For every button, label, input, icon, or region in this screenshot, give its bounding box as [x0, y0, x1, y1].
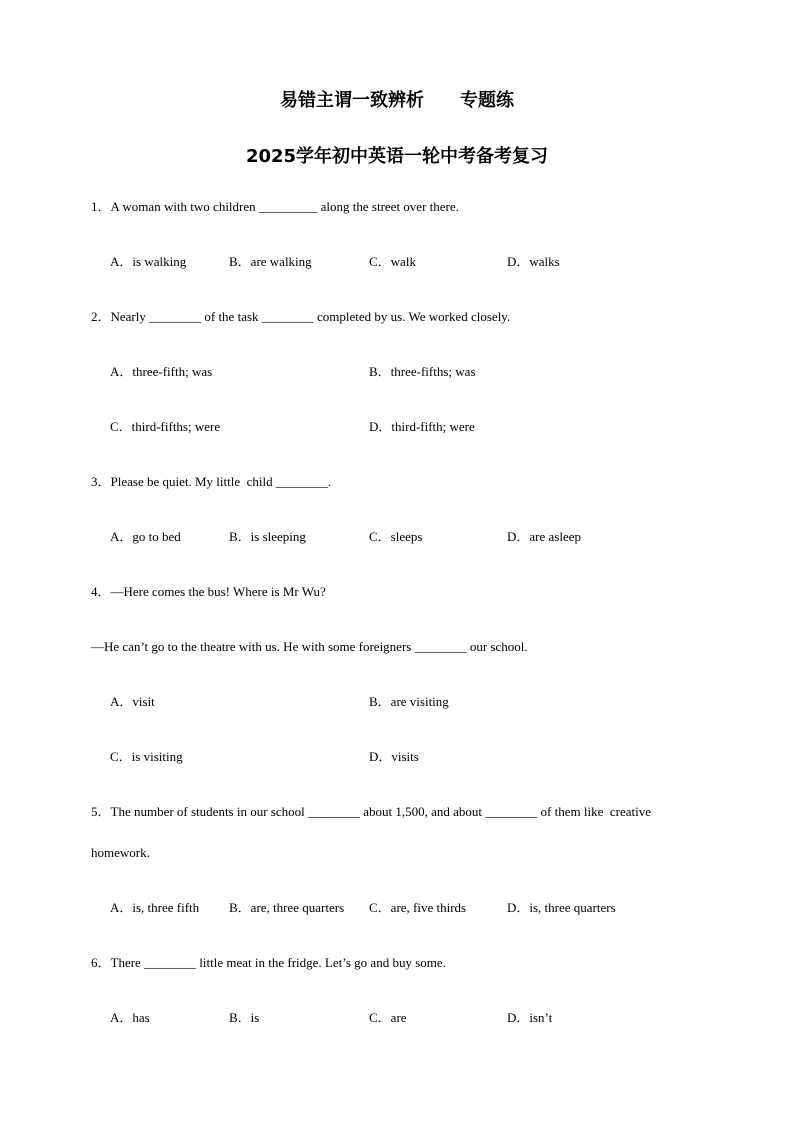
question-3-stem: 3．Please be quiet. My little child ________.: [91, 474, 332, 489]
question-4-option-c: C．is visiting: [110, 749, 183, 764]
question-1-option-c: C．walk: [369, 254, 416, 269]
document-title: 易错主谓一致辨析 专题练: [280, 90, 514, 111]
question-5-option-c: C．are, five thirds: [369, 900, 467, 915]
question-3-option-d: D．are asleep: [507, 529, 581, 544]
question-1-option-b: B．are walking: [229, 254, 312, 269]
question-6-stem: 6．There ________ little meat in the fridge. Let’s go and buy some.: [91, 955, 446, 970]
question-4-stem-continued: —He can’t go to the theatre with us. He with some foreigners ________ our school.: [91, 639, 528, 654]
question-1-option-d: D．walks: [507, 254, 560, 269]
question-5-option-d: D．is, three quarters: [507, 900, 616, 915]
question-2-option-c: C．third-fifths; were: [110, 419, 221, 434]
question-4-option-b: B．are visiting: [369, 694, 449, 709]
question-4-option-a: A．visit: [110, 694, 155, 709]
question-6-option-b: B．is: [229, 1010, 260, 1025]
question-2-option-b: B．three-fifths; was: [369, 364, 476, 379]
question-5-option-a: A．is, three fifth: [110, 900, 200, 915]
document-subtitle: 2025学年初中英语一轮中考备考复习: [245, 146, 549, 167]
question-3-option-c: C．sleeps: [369, 529, 423, 544]
question-5-stem: 5．The number of students in our school ________ about 1,500, and about ________ of them like creative: [91, 804, 651, 819]
question-5-option-b: B．are, three quarters: [229, 900, 345, 915]
question-2-stem: 2．Nearly ________ of the task ________ completed by us. We worked closely.: [91, 309, 511, 324]
question-4-option-d: D．visits: [369, 749, 419, 764]
question-1-option-a: A．is walking: [110, 254, 187, 269]
question-6-option-c: C．are: [369, 1010, 407, 1025]
question-3-option-b: B．is sleeping: [229, 529, 306, 544]
question-5-stem-continued: homework.: [91, 845, 150, 860]
question-3-option-a: A．go to bed: [110, 529, 181, 544]
question-6-option-d: D．isn’t: [507, 1010, 553, 1025]
question-2-option-d: D．third-fifth; were: [369, 419, 475, 434]
question-6-option-a: A．has: [110, 1010, 150, 1025]
question-1-stem: 1．A woman with two children _________ along the street over there.: [91, 199, 459, 214]
question-2-option-a: A．three-fifth; was: [110, 364, 213, 379]
question-4-stem: 4．—Here comes the bus! Where is Mr Wu?: [91, 584, 326, 599]
